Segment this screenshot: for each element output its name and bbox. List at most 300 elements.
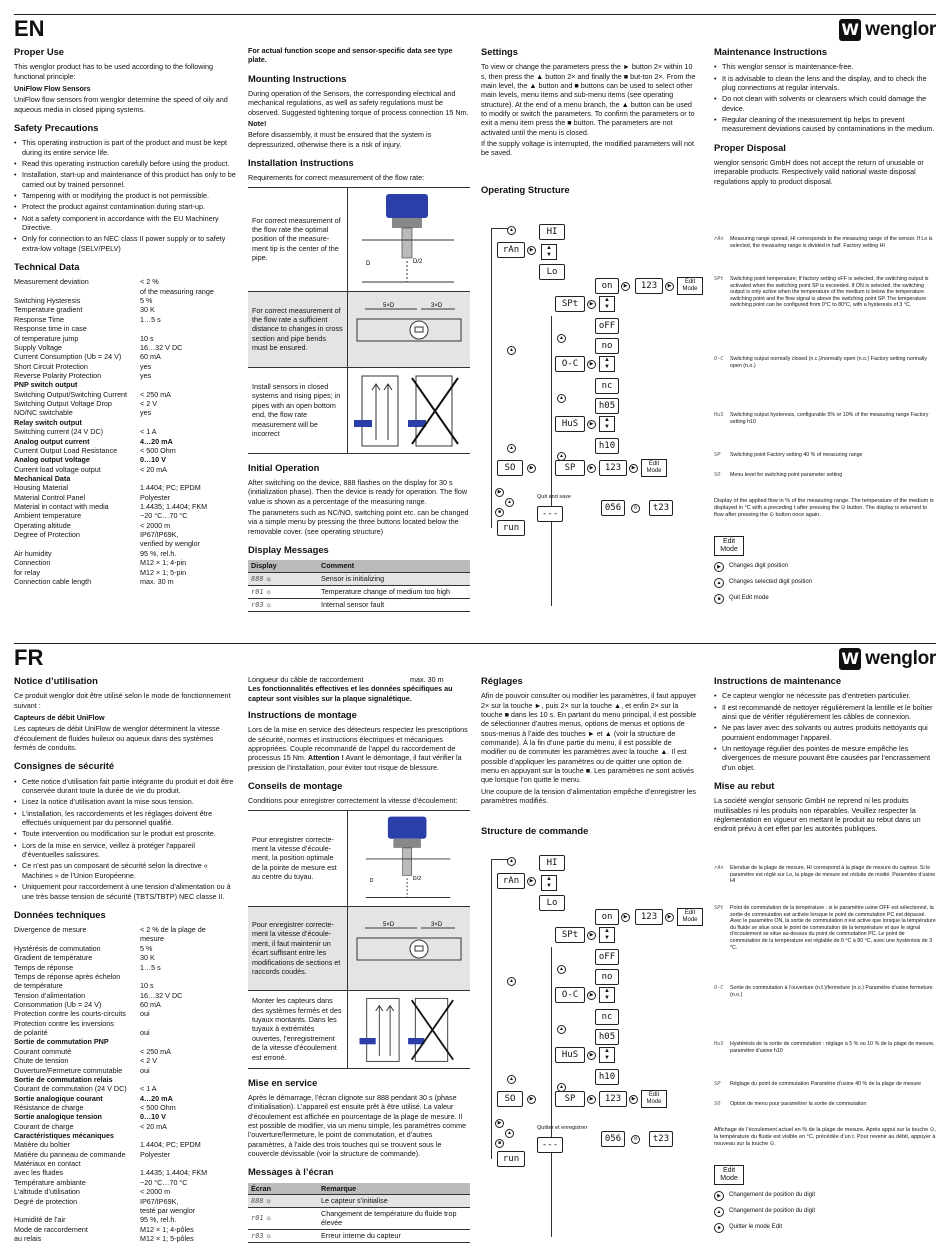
display-heading: Display Messages [248, 544, 329, 556]
menu-box-SO: SO [497, 1091, 523, 1107]
column-4 [714, 46, 936, 616]
menu-box-v123: 123 [599, 460, 627, 476]
tech-row [14, 1168, 236, 1177]
tech-row [14, 577, 236, 586]
tech-row [14, 1178, 236, 1187]
legend-icon-row [714, 562, 788, 572]
tech-value: yes [140, 371, 152, 380]
menu-box-no: no [595, 969, 619, 985]
svg-text:3×D: 3×D [431, 303, 443, 310]
tech-key: Sortie analogique tension [14, 1112, 102, 1122]
tech-key: Protection contre les inversions [14, 1018, 114, 1028]
column-3 [481, 675, 699, 1245]
legend-icon-row [714, 1207, 815, 1217]
tech-row [14, 474, 236, 483]
maintenance-heading: Maintenance Instructions [714, 46, 828, 57]
settings-text: To view or change the parameters press the ► button 2× within 10 s, then press the ▲ button 2× and finally the ■ but-ton 2×. From the main level, the ▲ button and ■ buttons can be used to select other main levels, menu items and sub-menu items (see operating structure). At the end of a menu branch, the ▲ button can be used to modify or switch the parameters. To confirm the parameters or to exit a menu item press the ■ button. The parameters are not activated until the menu is closed. [481, 62, 696, 137]
arrow-right-icon: ▶ [587, 360, 596, 369]
tech-key: Air humidity [14, 548, 52, 558]
tech-value: 60 mA [140, 352, 161, 362]
mounting-note-title: Note! [248, 119, 267, 129]
legend-item [714, 865, 936, 885]
legend-item [714, 452, 936, 459]
tech-key: Connection cable length [14, 576, 92, 586]
legend-text: Point de commutation de la température : si le paramètre usine OFF est sélectionné, la sortie de commutation est activée lorsque le point de commutation PC est dépassé. Avec le paramètre ON, la sortie de commutation n’est active que lorsque la température du fluide se situe sous le point de commutation de la température et que le signal d’écoulement se situe au-dessus du point de commutation PC. Le point de commutation de la température est réglable de 0 °C à 80 °C, avec une hystérésis de 3 °C. [730, 905, 936, 951]
tech-row [14, 362, 236, 371]
tech-row [14, 287, 236, 296]
tech-value: 1.4435; 1.4404; FKM [140, 502, 208, 512]
tech-value: Polyester [140, 1149, 170, 1159]
tech-key: avec les fluides [14, 1168, 64, 1178]
legend-icon-label: Changement de position du digit [729, 1192, 816, 1199]
tech-row [14, 1140, 236, 1149]
menu-box-OC: O-C [555, 987, 585, 1003]
install-row: For correct measurement of the flow rate a sufficient distance to changes in cross section and pipe bends must be ensured. 5×D 3×D [248, 292, 470, 368]
menu-box-nc: nc [595, 1009, 619, 1025]
safety-list [14, 138, 236, 253]
menu-box-SO: SO [497, 460, 523, 476]
tech-table [14, 925, 236, 1243]
tech-row [14, 963, 236, 972]
menu-box-rAn: rAn [497, 242, 525, 258]
menu-box-dash: --- [537, 1137, 563, 1153]
toggle-icon: ⊙ [631, 504, 640, 513]
nav-keys-icon: ▲ ▼ [541, 244, 557, 260]
list-item: • Regular cleaning of the measurement tip helps to prevent measurement deviations caused by contaminations in the medium. [714, 115, 936, 134]
tech-key: Relay switch output [14, 417, 82, 427]
tech-key: Switching Hysteresis [14, 296, 81, 306]
initial-p1: Après le démarrage, l’écran clignote sur 888 pendant 30 s (phase d’initialisation). L’appareil est ensuite prêt à être utilisé. La valeur d’écoulement est affichée en pourcentage de la plage de mesure. Il est possible de modifier, via un menu simple, les paramètres comme l’ouverture/fermeture, le point de commutation, et d’autres paramètres, à l’aide des trois touches qui se trouvent sous le couvercle dévissable (voir la structure de commande). [248, 1092, 467, 1159]
pipe-orientation-figure [348, 368, 470, 453]
arrow-up-icon: ▲ [507, 857, 516, 866]
tech-value [140, 1019, 236, 1028]
display-note: Affichage de l’écoulement actuel en % de la plage de mesure. Après appui sur la touche ⊙, la température du fluide est visible en °C, précédée d’un t. Pour revenir au débit, appuyer à nouveau sur la touche ⊙. [714, 1127, 936, 1148]
legend-text: Réglage du point de commutation Paramètre d’usine 40 % de la plage de mesure [730, 1081, 922, 1087]
tech-value: 95 %, rel.h. [140, 1215, 177, 1225]
tech-value: 5 % [140, 296, 153, 306]
tech-value: mesure [140, 934, 164, 944]
list-item: • This wenglor sensor is maintenance-free. [714, 62, 936, 71]
proper-use-heading: Proper Use [14, 46, 65, 57]
svg-text:3×D: 3×D [431, 922, 443, 929]
legend-code: O-C [714, 985, 724, 991]
arrow-right-icon: ▶ [665, 282, 674, 291]
arrow-up-icon: ▲ [507, 346, 516, 355]
tech-key [14, 1206, 140, 1215]
arrow-right-icon: ▶ [587, 300, 596, 309]
menu-box-SP: SP [555, 1091, 585, 1107]
op-heading: Operating Structure [481, 184, 570, 195]
tech-heading: Données techniques [14, 908, 106, 920]
tech-value: M12 × 1; 5-pin [140, 567, 187, 577]
edit-mode-button: Edit Mode [714, 1165, 744, 1185]
menu-box-dash: --- [537, 506, 563, 522]
arrow-up-icon: ▲ [714, 578, 724, 588]
arrow-up-icon: ▲ [714, 1207, 724, 1217]
pipe-distance-figure [348, 907, 470, 990]
arrow-right-icon: ▶ [527, 464, 536, 473]
arrow-up-icon: ▲ [507, 444, 516, 453]
svg-text:D: D [369, 878, 374, 885]
initial-heading: Mise en service [248, 1076, 318, 1088]
tech-key: de température [14, 981, 63, 991]
nav-keys-icon: ▲ ▼ [599, 416, 615, 432]
tech-heading: Technical Data [14, 261, 80, 273]
tech-key: Operating altitude [14, 520, 71, 530]
arrow-right-icon: ▶ [587, 1051, 596, 1060]
proper-use-sub: Capteurs de débit UniFlow [14, 712, 105, 722]
arrow-right-icon: ▶ [587, 1095, 596, 1104]
display-note: Display of the applied flow in % of the measuring range. The temperature of the medium is displayed in °C with a preceding t after pressing the ⊙ button. The display is returned to flow after pressing the ⊙ button once again. [714, 498, 934, 519]
tech-row [14, 1000, 236, 1009]
stop-icon: ■ [495, 508, 504, 517]
tech-value [140, 474, 236, 483]
tech-key: Température ambiante [14, 1177, 86, 1187]
list-item: • Il est recommandé de nettoyer régulièrement la lentille et le boîtier ainsi que de vérifier régulièrement les câbles de connexion. [714, 703, 936, 722]
tech-row [14, 558, 236, 567]
install-intro: Requirements for correct measurement of the flow rate: [248, 173, 425, 183]
tech-key: Courant de commutation (24 V DC) [14, 1084, 127, 1094]
settings-heading: Réglages [481, 675, 523, 686]
list-item: • Only for connection to an NEC class II power supply or to safety extra-low voltage (SELV/PELV) [14, 234, 236, 253]
language-code: EN [14, 16, 45, 41]
list-item: • Protect the product against contamination during start-up. [14, 202, 236, 211]
nav-keys-icon: ▲ ▼ [599, 987, 615, 1003]
tech-key: Sortie de commutation relais [14, 1074, 113, 1084]
tech-value: 5 % [140, 943, 153, 953]
tech-row [14, 352, 236, 361]
tech-value: IP67/IP69K, [140, 1196, 179, 1206]
tech-value: < 2000 m [140, 1187, 171, 1197]
tech-value: 16…32 V DC [140, 342, 183, 352]
tech-value: 4…20 mA [140, 436, 173, 446]
menu-box-v123: 123 [635, 278, 663, 294]
disposal-text: wenglor sensoric GmbH does not accept the return of unusable or irreparable products. Respectively valid national waste disposal regulations apply to product disposal. [714, 157, 924, 186]
disposal-text: La société wenglor sensoric GmbH ne reprend ni les produits inutilisables ni les produits non réparables. Veuillez respecter la réglementation en vigueur en mettant le produit au rebut dans un endroit prévu à cet effet par les autorités publiques. [714, 796, 921, 834]
legend-code: rAn [714, 236, 724, 242]
arrow-right-icon: ▶ [527, 1095, 536, 1104]
tech-value: < 500 Ohm [140, 445, 176, 455]
initial-heading: Initial Operation [248, 461, 320, 473]
legend-text: Switching point Factory setting 40 % of measuring range [730, 452, 863, 458]
tech-key: Analog output voltage [14, 455, 90, 465]
tech-row [14, 380, 236, 389]
tech-row [14, 465, 236, 474]
maintenance-list [714, 62, 936, 134]
tech-row [14, 1009, 236, 1018]
legend-code: rAn [714, 865, 724, 871]
menu-box-HI: HI [539, 855, 565, 871]
list-item: • Uniquement pour raccordement à une tension d’alimentation ou à une très basse tension de sécurité (TBTS/TBTP) NEC classe II. [14, 882, 236, 901]
list-item: • Ce capteur wenglor ne nécessite pas d’entretien particulier. [714, 691, 936, 700]
legend-text: Etendue de la plage de mesure, HI correspond à la plage de mesure du capteur. Si le paramètre est réglé sur Lo, la plage de mesure est réduite de moitié. Paramètre d’usine HI [730, 865, 936, 885]
legend-icon-label: Quit Edit mode [729, 595, 769, 602]
edit-mode-label: Edit Mode [641, 1090, 667, 1108]
proper-use-sub: UniFlow Flow Sensors [14, 83, 91, 93]
tech-key: Matière du boîtier [14, 1140, 70, 1150]
tech-key [14, 287, 140, 296]
tech-row [14, 1225, 236, 1234]
tech-value: 1.4435; 1.4404; FKM [140, 1168, 208, 1178]
tech-key: Courant de charge [14, 1121, 74, 1131]
arrow-right-icon: ▶ [587, 991, 596, 1000]
arrow-right-icon: ▶ [629, 1095, 638, 1104]
legend-item [714, 1081, 936, 1088]
arrow-right-icon: ▶ [527, 877, 536, 886]
tech-row [14, 277, 236, 286]
tech-key: NO/NC switchable [14, 408, 73, 418]
tech-row [14, 934, 236, 943]
tech-value: verified by wenglor [140, 539, 200, 549]
tech-key: Humidité de l’air [14, 1215, 66, 1225]
tech-value: 30 K [140, 953, 155, 963]
proper-use-text: Les capteurs de débit UniFlow de wenglor déterminent la vitesse d’écoulement de fluides huileux ou aqueux dans des systèmes fermés de conduits. [14, 724, 220, 753]
table-row: r01 ☼ Changement de température du fluide trop élevée [248, 1208, 470, 1230]
settings-text2: Une coupure de la tension d’alimentation empêche d’enregistrer les paramètres modifiés. [481, 786, 696, 806]
tech-key: Courant commuté [14, 1046, 72, 1056]
arrow-up-icon: ▲ [557, 394, 566, 403]
tech-value: 1.4404; PC; EPDM [140, 483, 201, 493]
menu-box-oFF: oFF [595, 318, 619, 334]
tech-row [14, 549, 236, 558]
legend-code: SO [714, 1101, 721, 1107]
proper-use-intro: This wenglor product has to be used according to the following functional principle: [14, 62, 213, 81]
tech-key: Measurement deviation [14, 277, 89, 287]
tech-key: Caractéristiques mécaniques [14, 1131, 114, 1141]
list-item: • Toute intervention ou modification sur le produit est proscrite. [14, 829, 236, 838]
column-2 [248, 675, 470, 1243]
tech-key [14, 934, 140, 943]
list-item: • Ne pas laver avec des solvants ou autres produits nettoyants qui pourraient endommager l’appareil. [714, 723, 936, 742]
menu-box-no: no [595, 338, 619, 354]
nav-keys-icon: ▲ ▼ [599, 296, 615, 312]
list-item: • This operating instruction is part of the product and must be kept during its entire service life. [14, 138, 236, 157]
tech-value: < 20 mA [140, 464, 167, 474]
tech-key: Divergence de mesure [14, 925, 87, 935]
tech-key: au relais [14, 1233, 42, 1243]
menu-box-t23: t23 [649, 500, 673, 516]
tech-key: Temps de réponse [14, 962, 74, 972]
tech-key: Temperature gradient [14, 305, 83, 315]
operating-structure [481, 216, 699, 546]
arrow-right-icon: ▶ [527, 246, 536, 255]
legend-item [714, 276, 936, 309]
tech-value: < 250 mA [140, 389, 171, 399]
table-row: 888 ☼ Le capteur s’initialise [248, 1194, 470, 1207]
tech-row [14, 568, 236, 577]
arrow-right-icon: ▶ [495, 1119, 504, 1128]
legend-item [714, 905, 936, 951]
tech-row [14, 1215, 236, 1224]
arrow-up-icon: ▲ [505, 498, 514, 507]
menu-box-HuS: HuS [555, 1047, 585, 1063]
tech-row [14, 1197, 236, 1206]
tech-row [14, 334, 236, 343]
tech-row [14, 324, 236, 333]
tech-key: Matériaux en contact [14, 1159, 81, 1169]
tech-row [14, 343, 236, 352]
arrow-up-icon: ▲ [507, 1075, 516, 1084]
tech-key: Current Consumption (Ub = 24 V) [14, 352, 122, 362]
connector [551, 316, 552, 606]
tech-row [14, 418, 236, 427]
legend-item [714, 412, 936, 425]
tech-key: Gradient de température [14, 953, 93, 963]
tech-value: < 20 mA [140, 1121, 167, 1131]
language-code: FR [14, 645, 44, 670]
legend-icon-label: Changement de position du digit [729, 1208, 816, 1215]
menu-box-d056: 056 [601, 1131, 625, 1147]
tech-value: 0…10 V [140, 1112, 166, 1122]
legend-text: Switching point temperature; If factory setting oFF is selected, the switching output is activated when the switching point SP is exceeded. If ON is selected, the switching output is only active when the temperature of the medium is below the temperature switching point and the flow signal is above the switching point SP. The temperature switching point can be configured from 0°C to 80°C, with a hysteresis of 3 °C. [730, 276, 929, 309]
legend-code: HuS [714, 412, 724, 418]
tech-row [14, 925, 236, 934]
tech-key: Switching Output Voltage Drop [14, 399, 112, 409]
arrow-right-icon: ▶ [629, 464, 638, 473]
arrow-right-icon: ▶ [587, 931, 596, 940]
list-item: • L’installation, les raccordements et les réglages doivent être effectués uniquement par du personnel qualifié. [14, 809, 236, 828]
menu-box-h05: h05 [595, 1029, 619, 1045]
tech-value [140, 380, 236, 389]
tech-value: 10 s [140, 981, 154, 991]
tech-value: yes [140, 408, 152, 418]
pipe-center-figure [348, 188, 470, 291]
pipe-orientation-figure [348, 991, 470, 1068]
legend-code: SPt [714, 905, 724, 911]
menu-box-rAn: rAn [497, 873, 525, 889]
tech-key: Switching current (24 V DC) [14, 427, 104, 437]
tech-value: oui [140, 1028, 150, 1038]
tech-row [14, 437, 236, 446]
section-fr [0, 629, 950, 1258]
legend-icon-row [714, 578, 812, 588]
list-item: • Lors de la mise en service, veillez à protéger l’appareil d’éventuelles salissures. [14, 841, 236, 860]
tech-key: Current Output Load Resistance [14, 445, 118, 455]
column-3 [481, 46, 699, 616]
tech-key: of temperature jump [14, 333, 79, 343]
tech-key: Reverse Polarity Protection [14, 371, 102, 380]
tech-key: de polarité [14, 1028, 48, 1038]
disposal-heading: Mise au rebut [714, 780, 775, 792]
tech-row [14, 1122, 236, 1131]
tech-key [14, 539, 140, 548]
table-row: r03 ☼ Internal sensor fault [248, 598, 470, 611]
tech-key: Protection contre les courts-circuits [14, 1009, 126, 1019]
tech-row [14, 1234, 236, 1243]
tech-value: < 2000 m [140, 520, 171, 530]
column-2 [248, 46, 470, 612]
tech-value: 60 mA [140, 1000, 161, 1009]
menu-box-SPt: SPt [555, 927, 585, 943]
list-item: • It is advisable to clean the lens and the display, and to check the plug connections at regular intervals. [714, 74, 936, 93]
operating-structure [481, 847, 699, 1177]
install-row: Install sensors in closed systems and rising pipes; in pipes with an open bottom end, the flow rate measurement will be incorrect [248, 368, 470, 454]
pipe-distance-figure [348, 292, 470, 367]
list-item: • Un nettoyage régulier des pointes de mesure empêche les divergences de mesure pouvant être causées par l’encrassement d’un objet. [714, 744, 936, 772]
tech-key: Mode de raccordement [14, 1224, 88, 1234]
menu-box-Lo: Lo [539, 264, 565, 280]
edit-mode-label: Edit Mode [641, 459, 667, 477]
install-table [248, 187, 470, 454]
tech-row [14, 446, 236, 455]
list-item: • Lisez la notice d’utilisation avant la mise sous tension. [14, 797, 236, 806]
list-item: • Ce n’est pas un composant de sécurité selon la directive « Machines » de l’Union Européenne. [14, 861, 236, 880]
tech-value: yes [140, 361, 152, 371]
menu-box-HuS: HuS [555, 416, 585, 432]
legend-icon-label: Quitter le mode Edit [729, 1224, 783, 1231]
legend-code: HuS [714, 1041, 724, 1047]
maintenance-heading: Instructions de maintenance [714, 675, 842, 686]
tech-key: PNP switch output [14, 380, 78, 390]
arrow-up-icon: ▲ [507, 977, 516, 986]
tech-value: M12 × 1; 5-pôles [140, 1233, 194, 1243]
tech-row [14, 1047, 236, 1056]
list-item: • Installation, start-up and maintenance of this product has only to be carried out by trained personnel. [14, 170, 236, 189]
display-heading: Messages à l’écran [248, 1166, 334, 1178]
menu-box-h10: h10 [595, 1069, 619, 1085]
table-row: r01 ☼ Temperature change of medium too high [248, 585, 470, 598]
tech-value [140, 1037, 236, 1046]
table-row: r03 ☼ Erreur interne du capteur [248, 1229, 470, 1242]
legend-code: SP [714, 1081, 721, 1087]
legend-code: O-C [714, 356, 724, 362]
tech-value: < 500 Ohm [140, 1102, 176, 1112]
edit-mode-button: Edit Mode [714, 536, 744, 556]
tech-value: < 2 % de la plage de [140, 925, 206, 935]
menu-box-Lo: Lo [539, 895, 565, 911]
pipe-center-figure [348, 811, 470, 906]
tech-value: 4…20 mA [140, 1093, 173, 1103]
legend-icon-row [714, 1191, 815, 1201]
legend-icon-label: Changes selected digit position [729, 579, 813, 586]
tech-value: < 2 V [140, 1056, 157, 1066]
tech-value: oui [140, 1009, 150, 1019]
tech-key: Response Time [14, 314, 64, 324]
tech-value: 10 s [140, 333, 154, 343]
arrow-up-icon: ▲ [557, 452, 566, 461]
tech-value: 95 %, rel.h. [140, 548, 177, 558]
tech-row [14, 530, 236, 539]
tech-row [14, 399, 236, 408]
mounting-text: During operation of the Sensors, the corresponding electrical and mechanical regulations, as well as safety regulations must be observed. Suggested tightening torque of process connection 15 Nm. [248, 88, 469, 117]
proper-use-heading: Notice d’utilisation [14, 675, 98, 686]
connector [551, 947, 552, 1237]
tech-value: 16…32 V DC [140, 990, 183, 1000]
legend-item [714, 356, 936, 369]
arrow-right-icon: ▶ [621, 913, 630, 922]
tech-key: Ouverture/Fermeture commutable [14, 1065, 123, 1075]
legend-icon-row [714, 1223, 782, 1233]
list-item: • Not a safety component in accordance with the EU Machinery Directive. [14, 214, 236, 233]
tech-value: < 1 A [140, 427, 157, 437]
arrow-up-icon: ▲ [557, 965, 566, 974]
menu-box-OC: O-C [555, 356, 585, 372]
edit-mode-label: Edit Mode [677, 908, 703, 926]
legend-text: Menu level for switching point parameter setting [730, 472, 843, 478]
tech-value [140, 1131, 236, 1140]
legend-code: SP [714, 452, 721, 458]
tech-row [14, 455, 236, 464]
tech-row [14, 944, 236, 953]
tech-value: 1…5 s [140, 962, 161, 972]
connector [491, 859, 492, 1159]
legend-item [714, 985, 936, 998]
tech-key: Switching Output/Switching Current [14, 389, 128, 399]
install-intro: Conditions pour enregistrer correctement la vitesse d’écoulement: [248, 796, 458, 806]
arrow-up-icon: ▲ [557, 1025, 566, 1034]
tech-key: L’altitude d’utilisation [14, 1187, 80, 1197]
tech-table [14, 277, 236, 586]
